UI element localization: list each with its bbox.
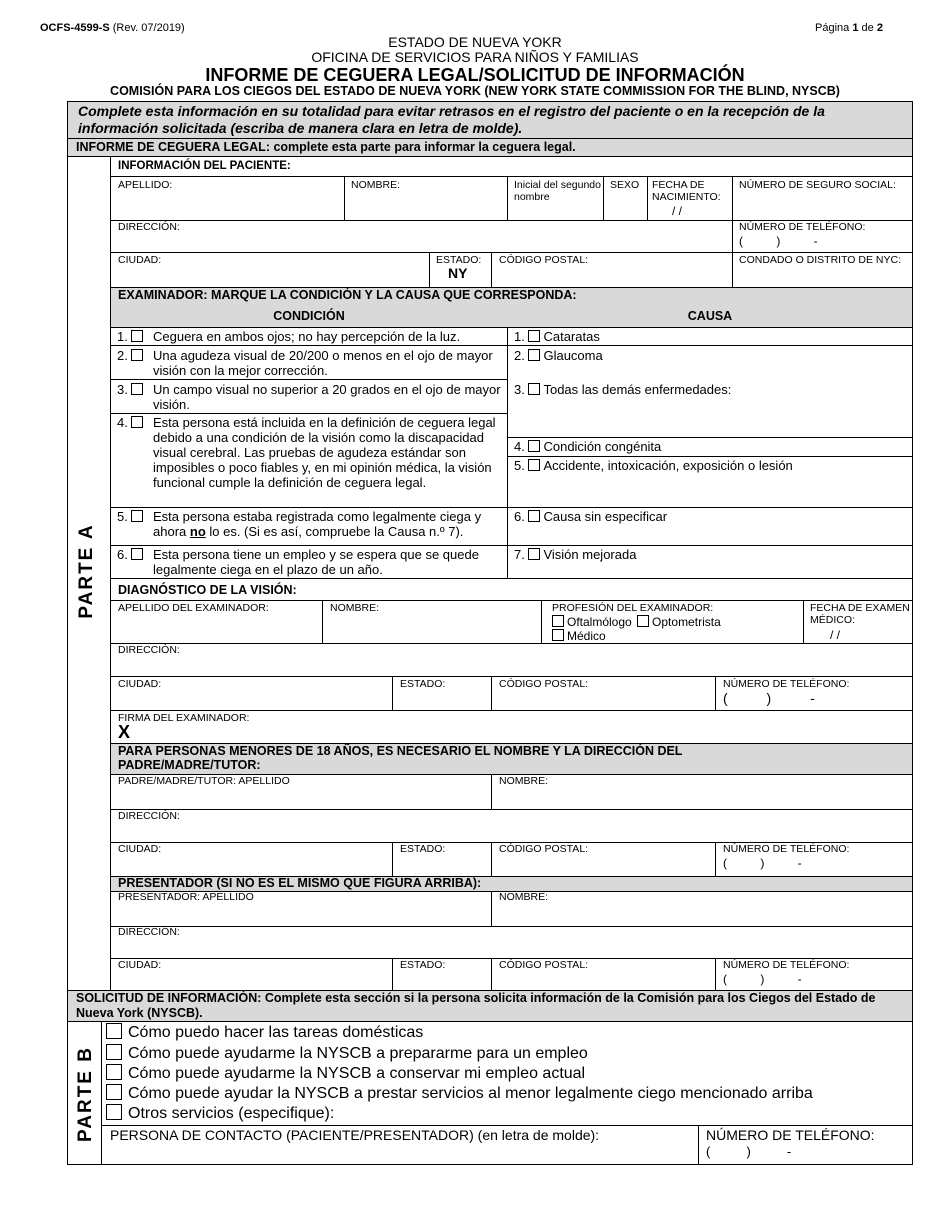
presenter-state-field[interactable] bbox=[393, 972, 489, 989]
condition-2[interactable]: 2. Una agudeza visual de 20/200 o menos en el ojo de mayor visión con la mejor corrección. bbox=[117, 348, 493, 378]
examiner-state-label: ESTADO: bbox=[400, 678, 446, 690]
profession-options-row1: Oftalmólogo Optometrista bbox=[552, 615, 721, 629]
checkbox[interactable] bbox=[528, 330, 540, 342]
patient-zip-field[interactable] bbox=[492, 266, 730, 285]
county-field[interactable] bbox=[733, 266, 911, 285]
checkbox-doctor[interactable] bbox=[552, 629, 564, 641]
presenter-title: PRESENTADOR (SI NO ES EL MISMO QUE FIGURA ARRIBA): bbox=[118, 876, 482, 890]
ssn-field[interactable] bbox=[733, 192, 911, 218]
option-minor-services[interactable]: Cómo puede ayudar la NYSCB a prestar servicios al menor legalmente ciego mencionado arriba bbox=[106, 1084, 813, 1104]
guardian-address-field[interactable] bbox=[111, 823, 911, 841]
county-label: CONDADO O DISTRITO DE NYC: bbox=[739, 254, 901, 266]
patient-last-name-field[interactable] bbox=[111, 192, 343, 218]
sex-label: SEXO bbox=[610, 179, 640, 191]
middle-initial-label: Inicial del segundo nombre bbox=[514, 179, 601, 203]
checkbox[interactable] bbox=[131, 548, 143, 560]
state-name: ESTADO DE NUEVA YOKR bbox=[388, 34, 562, 50]
presenter-state-label: ESTADO: bbox=[400, 959, 446, 971]
checkbox[interactable] bbox=[106, 1084, 122, 1100]
part-b-title: SOLICITUD DE INFORMACIÓN: Complete esta sección si la persona solicita información de la Comisión para los Ciegos del Estado de Nueva York (NYSCB). bbox=[76, 991, 876, 1020]
checkbox[interactable] bbox=[106, 1064, 122, 1080]
examiner-zip-label: CÓDIGO POSTAL: bbox=[499, 678, 589, 690]
guardian-city-field[interactable] bbox=[111, 856, 390, 874]
dob-label: FECHA DE NACIMIENTO: bbox=[652, 179, 721, 203]
cause-7[interactable]: 7. Visión mejorada bbox=[514, 547, 637, 562]
examiner-state-field[interactable] bbox=[393, 690, 489, 708]
patient-state-value: NY bbox=[448, 265, 468, 281]
exam-date-label: FECHA DE EXAMEN MÉDICO: bbox=[810, 602, 910, 626]
checkbox[interactable] bbox=[131, 383, 143, 395]
signature-x: X bbox=[118, 722, 131, 742]
checkbox[interactable] bbox=[528, 383, 540, 395]
condition-5[interactable]: 5. Esta persona estaba registrada como legalmente ciega y ahora no lo es. (Si es así, compruebe la Causa n.º 7). bbox=[117, 509, 482, 539]
office-name: OFICINA DE SERVICIOS PARA NIÑOS Y FAMILIAS bbox=[311, 49, 639, 65]
presenter-address-field[interactable] bbox=[111, 939, 911, 957]
examiner-address-field[interactable] bbox=[111, 657, 911, 675]
patient-address-label: DIRECCIÓN: bbox=[118, 221, 180, 233]
diagnosis-title: DIAGNÓSTICO DE LA VISIÓN: bbox=[118, 583, 297, 597]
signature-field[interactable] bbox=[138, 724, 908, 742]
checkbox[interactable] bbox=[106, 1104, 122, 1120]
checkbox[interactable] bbox=[131, 510, 143, 522]
patient-phone-label: NÚMERO DE TELÉFONO: bbox=[739, 221, 866, 233]
checkbox-optometrist[interactable] bbox=[637, 615, 649, 627]
checkbox[interactable] bbox=[528, 510, 540, 522]
examiner-zip-field[interactable] bbox=[492, 690, 714, 708]
checkbox-ophthalmologist[interactable] bbox=[552, 615, 564, 627]
guardian-zip-field[interactable] bbox=[492, 856, 714, 874]
patient-info-title: INFORMACIÓN DEL PACIENTE: bbox=[118, 160, 291, 172]
guardian-phone-label: NÚMERO DE TELÉFONO: bbox=[723, 843, 850, 855]
cause-header: CAUSA bbox=[687, 309, 733, 323]
patient-first-name-field[interactable] bbox=[345, 192, 505, 218]
contact-person-label: PERSONA DE CONTACTO (PACIENTE/PRESENTADOR) (en letra de molde): bbox=[110, 1127, 600, 1143]
examiner-city-field[interactable] bbox=[111, 690, 390, 708]
option-other-services[interactable]: Otros servicios (especifique): bbox=[106, 1104, 334, 1124]
cause-4[interactable]: 4. Condición congénita bbox=[514, 439, 662, 454]
contact-person-field[interactable] bbox=[102, 1144, 696, 1163]
cause-5[interactable]: 5. Accidente, intoxicación, exposición o lesión bbox=[514, 458, 793, 473]
condition-3[interactable]: 3. Un campo visual no superior a 20 grados en el ojo de mayor visión. bbox=[117, 382, 501, 412]
patient-first-name-label: NOMBRE: bbox=[351, 179, 401, 191]
exam-date-field[interactable]: / / bbox=[830, 628, 841, 642]
guardian-phone-field[interactable]: ( ) - bbox=[723, 856, 802, 870]
examiner-first-name-field[interactable] bbox=[323, 615, 540, 641]
guardian-state-label: ESTADO: bbox=[400, 843, 446, 855]
presenter-phone-label: NÚMERO DE TELÉFONO: bbox=[723, 959, 850, 971]
contact-phone-field[interactable]: ( ) - bbox=[706, 1144, 792, 1159]
patient-last-name-label: APELLIDO: bbox=[118, 179, 173, 191]
examiner-instruction: EXAMINADOR: MARQUE LA CONDICIÓN Y LA CAUSA QUE CORRESPONDA: bbox=[118, 288, 577, 302]
examiner-city-label: CIUDAD: bbox=[118, 678, 162, 690]
patient-city-field[interactable] bbox=[111, 266, 427, 285]
cause-2[interactable]: 2. Glaucoma bbox=[514, 348, 603, 363]
intro-text: Complete esta información en su totalidad para evitar retrasos en el registro del paciente o en la recepción de la información solicitada (escriba de manera clara en letra de molde). bbox=[78, 103, 825, 136]
form-id: OCFS-4599-S (Rev. 07/2019) bbox=[40, 22, 185, 34]
patient-state-label: ESTADO: bbox=[436, 254, 482, 266]
presenter-address-label: DIRECCIÓN: bbox=[118, 926, 180, 938]
sex-field[interactable] bbox=[604, 192, 646, 218]
option-keep-employment[interactable]: Cómo puede ayudarme la NYSCB a conservar mi empleo actual bbox=[106, 1064, 585, 1084]
examiner-phone-label: NÚMERO DE TELÉFONO: bbox=[723, 678, 850, 690]
part-a-title-bar bbox=[67, 138, 913, 157]
intro-box bbox=[67, 101, 913, 139]
option-household-tasks[interactable]: Cómo puedo hacer las tareas domésticas bbox=[106, 1023, 423, 1043]
patient-city-label: CIUDAD: bbox=[118, 254, 162, 266]
checkbox[interactable] bbox=[106, 1044, 122, 1060]
checkbox[interactable] bbox=[528, 349, 540, 361]
patient-address-field[interactable] bbox=[111, 234, 731, 251]
part-a-title: INFORME DE CEGUERA LEGAL: complete esta parte para informar la ceguera legal. bbox=[76, 140, 576, 154]
presenter-first-name-field[interactable] bbox=[492, 904, 911, 924]
presenter-phone-field[interactable]: ( ) - bbox=[723, 972, 802, 986]
guardian-first-name-field[interactable] bbox=[492, 788, 911, 807]
option-prepare-employment[interactable]: Cómo puede ayudarme la NYSCB a prepararme para un empleo bbox=[106, 1044, 588, 1064]
part-b-label: PARTE B bbox=[75, 1046, 96, 1142]
checkbox[interactable] bbox=[131, 330, 143, 342]
presenter-last-name-field[interactable] bbox=[111, 904, 489, 924]
guardian-state-field[interactable] bbox=[393, 856, 489, 874]
guardian-first-name-label: NOMBRE: bbox=[499, 775, 549, 787]
patient-zip-label: CÓDIGO POSTAL: bbox=[499, 254, 589, 266]
checkbox[interactable] bbox=[131, 349, 143, 361]
ssn-label: NÚMERO DE SEGURO SOCIAL: bbox=[739, 179, 896, 191]
commission-name: COMISIÓN PARA LOS CIEGOS DEL ESTADO DE NUEVA YORK (NEW YORK STATE COMMISSION FOR THE BLIND, NYSCB) bbox=[110, 84, 840, 98]
cause-3[interactable]: 3. Todas las demás enfermedades: bbox=[514, 382, 732, 397]
part-b-title-bar bbox=[67, 990, 913, 1022]
checkbox[interactable] bbox=[528, 459, 540, 471]
condition-6[interactable]: 6. Esta persona tiene un empleo y se espera que se quede legalmente ciega en el plazo de un año. bbox=[117, 547, 479, 577]
contact-phone-label: NÚMERO DE TELÉFONO: bbox=[706, 1127, 875, 1143]
presenter-last-name-label: PRESENTADOR: APELLIDO bbox=[118, 891, 254, 903]
examiner-phone-field[interactable]: ( ) - bbox=[723, 690, 815, 706]
presenter-city-field[interactable] bbox=[111, 972, 390, 989]
patient-phone-field[interactable]: ( ) - bbox=[739, 234, 818, 248]
checkbox[interactable] bbox=[131, 416, 143, 428]
guardian-last-name-label: PADRE/MADRE/TUTOR: APELLIDO bbox=[118, 775, 290, 787]
cause-6[interactable]: 6. Causa sin especificar bbox=[514, 509, 668, 524]
presenter-first-name-label: NOMBRE: bbox=[499, 891, 549, 903]
checkbox[interactable] bbox=[528, 440, 540, 452]
cause-1[interactable]: 1. Cataratas bbox=[514, 329, 600, 344]
presenter-city-label: CIUDAD: bbox=[118, 959, 162, 971]
profession-options-row2: Médico bbox=[552, 629, 606, 643]
profession-label: PROFESIÓN DEL EXAMINADOR: bbox=[552, 602, 714, 614]
condition-1[interactable]: 1. Ceguera en ambos ojos; no hay percepción de la luz. bbox=[117, 329, 461, 344]
examiner-address-label: DIRECCIÓN: bbox=[118, 644, 180, 656]
examiner-first-name-label: NOMBRE: bbox=[330, 602, 380, 614]
examiner-last-name-field[interactable] bbox=[111, 615, 321, 641]
presenter-zip-label: CÓDIGO POSTAL: bbox=[499, 959, 589, 971]
guardian-zip-label: CÓDIGO POSTAL: bbox=[499, 843, 589, 855]
page-number: Página 1 de 2 bbox=[815, 22, 883, 34]
condition-4[interactable]: 4. Esta persona está incluida en la definición de ceguera legal debido a una condición de la visión como la discapacidad visual cerebral. Las pruebas de agudeza estándar son imposibles o poco fiables y, en mi opinión médica, la visión funcional cumple la definición de ceguera legal. bbox=[117, 415, 496, 490]
part-a-label: PARTE A bbox=[76, 523, 97, 619]
page-title: INFORME DE CEGUERA LEGAL/SOLICITUD DE INFORMACIÓN bbox=[205, 65, 745, 85]
guardian-address-label: DIRECCIÓN: bbox=[118, 810, 180, 822]
presenter-zip-field[interactable] bbox=[492, 972, 714, 989]
examiner-last-name-label: APELLIDO DEL EXAMINADOR: bbox=[118, 602, 269, 614]
checkbox[interactable] bbox=[106, 1023, 122, 1039]
guardian-city-label: CIUDAD: bbox=[118, 843, 162, 855]
minor-title: PARA PERSONAS MENORES DE 18 AÑOS, ES NECESARIO EL NOMBRE Y LA DIRECCIÓN DEL PADRE/MADRE/TUTOR: bbox=[118, 744, 683, 772]
condition-header: CONDICIÓN bbox=[273, 309, 345, 323]
dob-slashes[interactable]: / / bbox=[672, 204, 683, 218]
checkbox[interactable] bbox=[528, 548, 540, 560]
guardian-last-name-field[interactable] bbox=[111, 788, 489, 807]
signature-label: FIRMA DEL EXAMINADOR: bbox=[118, 712, 250, 724]
